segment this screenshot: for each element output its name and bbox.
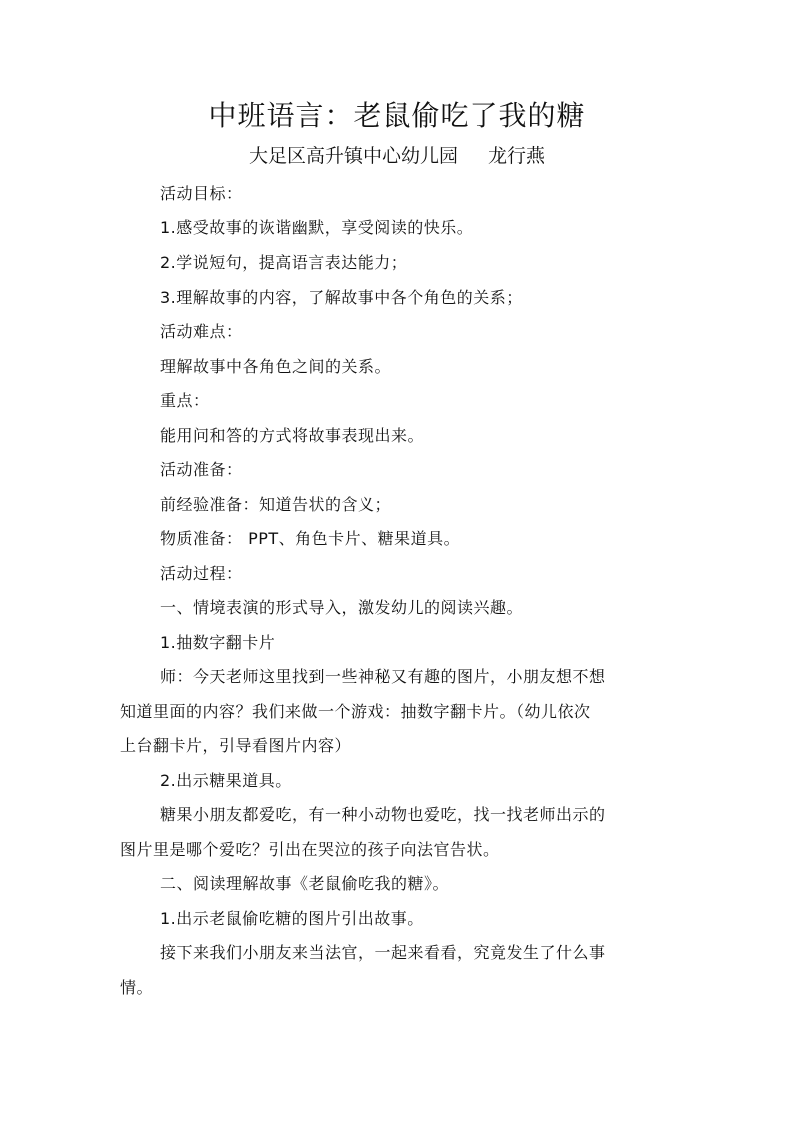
subsection-heading: 一、情境表演的形式导入，激发幼儿的阅读兴趣。 [160,598,524,617]
paragraph: 上台翻卡片，引导看图片内容） [120,736,352,755]
paragraph: 师：今天老师这里找到一些神秘又有趣的图片，小朋友想不想 [160,667,606,686]
paragraph: 情。 [120,978,154,997]
paragraph: 物质准备： PPT、角色卡片、糖果道具。 [160,529,461,548]
paragraph: 图片里是哪个爱吃？引出在哭泣的孩子向法官告状。 [120,840,500,859]
section-heading-preparation: 活动准备： [160,460,243,479]
goal-item: 1.感受故事的诙谐幽默，享受阅读的快乐。 [160,218,474,237]
step-heading: 1.出示老鼠偷吃糖的图片引出故事。 [160,909,424,928]
section-heading-difficulty: 活动难点： [160,322,243,341]
subsection-heading: 二、阅读理解故事《老鼠偷吃我的糖》。 [160,874,450,893]
step-heading: 1.抽数字翻卡片 [160,633,276,652]
byline [0,142,794,170]
section-heading-goals: 活动目标： [160,184,243,203]
paragraph: 理解故事中各角色之间的关系。 [160,357,392,376]
goal-item: 2.学说短句，提高语言表达能力； [160,253,408,272]
paragraph: 前经验准备：知道告状的含义； [160,495,392,514]
section-heading-process: 活动过程： [160,564,243,583]
section-heading-key-point: 重点： [160,391,210,410]
document-title: 中班语言：老鼠偷吃了我的糖 [208,99,586,132]
step-heading: 2.出示糖果道具。 [160,771,292,790]
goal-item: 3.理解故事的内容，了解故事中各个角色的关系； [160,288,523,307]
author-name: 龙行燕 [488,145,546,167]
paragraph: 糖果小朋友都爱吃，有一种小动物也爱吃，找一找老师出示的 [160,805,606,824]
paragraph: 接下来我们小朋友来当法官，一起来看看，究竟发生了什么事 [160,943,606,962]
paragraph: 知道里面的内容？我们来做一个游戏：抽数字翻卡片。（幼儿依次 [120,702,591,721]
school-name: 大足区高升镇中心幼儿园 [248,145,458,167]
paragraph: 能用问和答的方式将故事表现出来。 [160,426,425,445]
